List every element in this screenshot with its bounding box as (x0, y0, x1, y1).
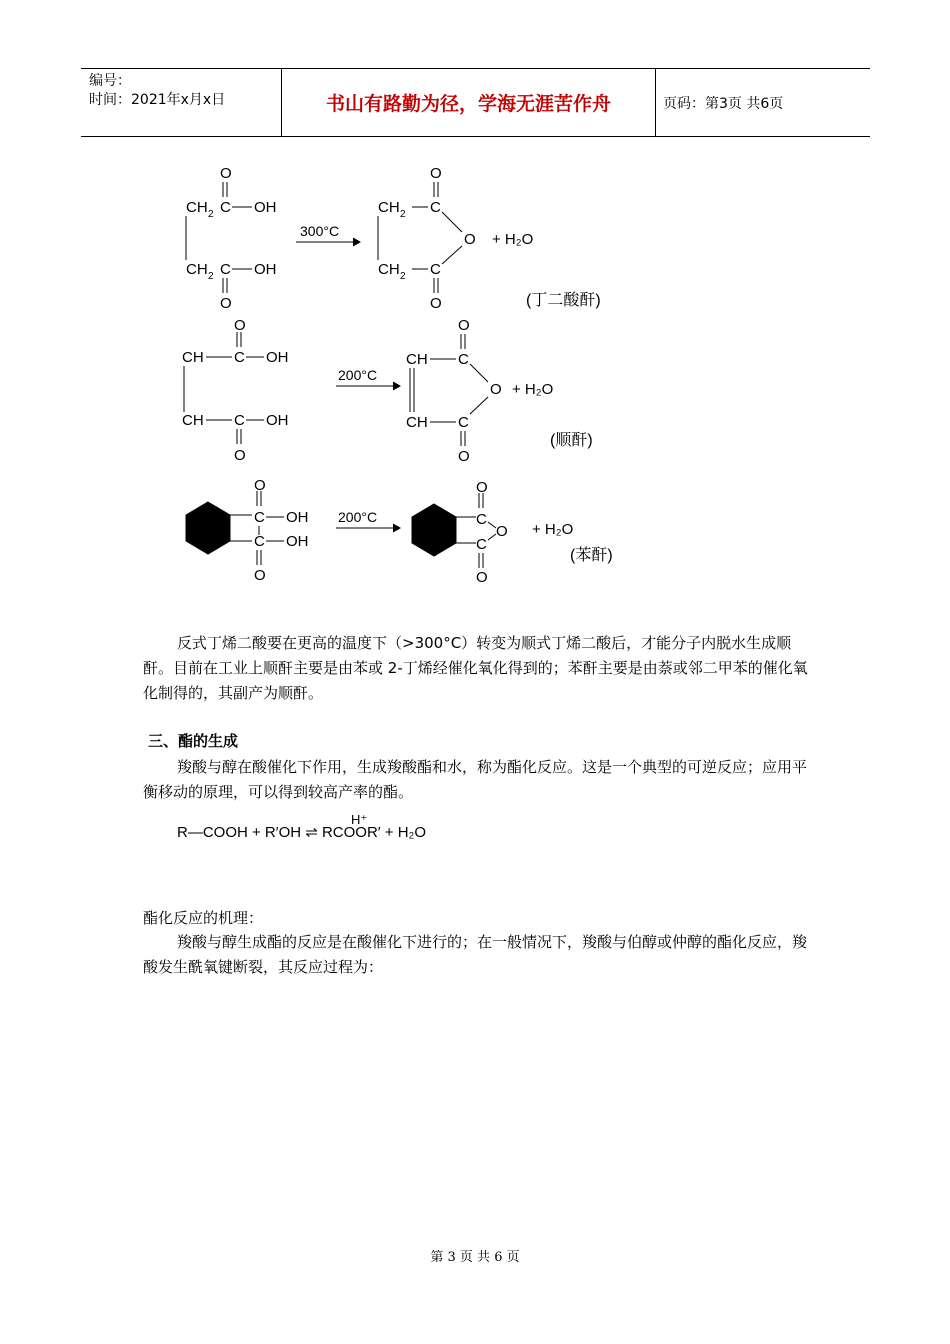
svg-text:O: O (220, 295, 232, 312)
paragraph-1 (143, 631, 813, 706)
time-label: 时间：2021年x月x日 (89, 92, 226, 108)
svg-text:CH: CH (186, 261, 208, 278)
svg-text:C: C (476, 511, 487, 528)
svg-text:2: 2 (208, 209, 214, 220)
svg-text:O: O (254, 567, 266, 584)
svg-text:O: O (490, 381, 502, 398)
svg-text:C: C (220, 199, 231, 216)
reaction-phthalic (186, 477, 613, 586)
svg-text:CH: CH (406, 414, 428, 431)
paragraph-3 (143, 930, 813, 980)
svg-text:OH: OH (286, 533, 309, 550)
header-left (81, 69, 281, 136)
paragraph-2 (143, 755, 813, 805)
reaction-succinic (186, 165, 601, 312)
r1-water: + H₂O (492, 231, 534, 248)
svg-text:O: O (496, 523, 508, 540)
svg-text:C: C (430, 261, 441, 278)
svg-text:O: O (476, 569, 488, 586)
r2-temp: 200°C (338, 367, 378, 383)
svg-text:O: O (464, 231, 476, 248)
svg-text:C: C (458, 351, 469, 368)
header-page-label: 页码：第3页 共6页 (663, 95, 784, 112)
section-title: 三、酯的生成 (148, 732, 239, 750)
svg-text:C: C (254, 509, 265, 526)
svg-text:C: C (458, 414, 469, 431)
svg-text:O: O (220, 165, 232, 182)
mechanism-label: 酯化反应的机理： (143, 909, 264, 927)
svg-text:2: 2 (400, 209, 406, 220)
svg-text:O: O (430, 165, 442, 182)
svg-text:C: C (430, 199, 441, 216)
r3-water: + H₂O (532, 521, 574, 538)
svg-text:C: C (476, 536, 487, 553)
paragraph-2-text: 羧酸与醇在酸催化下作用，生成羧酸酯和水，称为酯化反应。这是一个典型的可逆反应；应用平衡移动的原理，可以得到较高产率的酯。 (143, 758, 808, 801)
svg-text:O: O (458, 317, 470, 334)
svg-text:C: C (234, 349, 245, 366)
reaction-maleic (182, 317, 593, 465)
r3-temp: 200°C (338, 509, 378, 525)
svg-text:O: O (234, 317, 246, 334)
svg-text:OH: OH (254, 199, 277, 216)
page-footer: 第 3 页 共 6 页 (430, 1250, 520, 1265)
svg-text:O: O (234, 447, 246, 464)
r3-name: (苯酐) (570, 547, 613, 564)
svg-text:OH: OH (254, 261, 277, 278)
svg-text:2: 2 (208, 271, 214, 282)
svg-text:O: O (430, 295, 442, 312)
svg-text:CH: CH (186, 199, 208, 216)
svg-text:CH: CH (182, 412, 204, 429)
svg-text:OH: OH (266, 349, 289, 366)
svg-text:C: C (254, 533, 265, 550)
svg-text:CH: CH (378, 261, 400, 278)
page-header (81, 68, 870, 137)
esterification-equation (175, 810, 535, 850)
svg-text:OH: OH (266, 412, 289, 429)
header-motto: 书山有路勤为径，学海无涯苦作舟 (281, 69, 656, 136)
svg-text:C: C (220, 261, 231, 278)
r1-temp: 300°C (300, 223, 340, 239)
svg-text:OH: OH (286, 509, 309, 526)
paragraph-3-text: 羧酸与醇生成酯的反应是在酸催化下进行的；在一般情况下，羧酸与伯醇或仲醇的酯化反应，羧酸发生酰氧键断裂，其反应过程为： (143, 933, 808, 976)
svg-text:O: O (476, 479, 488, 496)
svg-text:CH: CH (378, 199, 400, 216)
svg-text:CH: CH (182, 349, 204, 366)
catalyst-label: H⁺ (351, 812, 368, 827)
r1-name: (丁二酸酐) (526, 292, 601, 309)
svg-text:2: 2 (400, 271, 406, 282)
svg-text:O: O (254, 477, 266, 494)
esterification-text: R—COOH + R′OH ⇌ RCOOR′ + H₂O (177, 824, 427, 841)
anhydride-reactions (170, 150, 670, 590)
r2-name: (顺酐) (550, 432, 593, 449)
paragraph-1-text: 反式丁烯二酸要在更高的温度下（>300°C）转变为顺式丁烯二酸后，才能分子内脱水生成顺酐。目前在工业上顺酐主要是由苯或 2-丁烯经催化氧化得到的；苯酐主要是由萘或邻二甲苯的催化氧化制得的，其副产为顺酐。 (143, 634, 808, 702)
svg-text:C: C (234, 412, 245, 429)
r2-water: + H₂O (512, 381, 554, 398)
svg-text:CH: CH (406, 351, 428, 368)
svg-text:O: O (458, 448, 470, 465)
number-label: 编号： (89, 73, 131, 89)
